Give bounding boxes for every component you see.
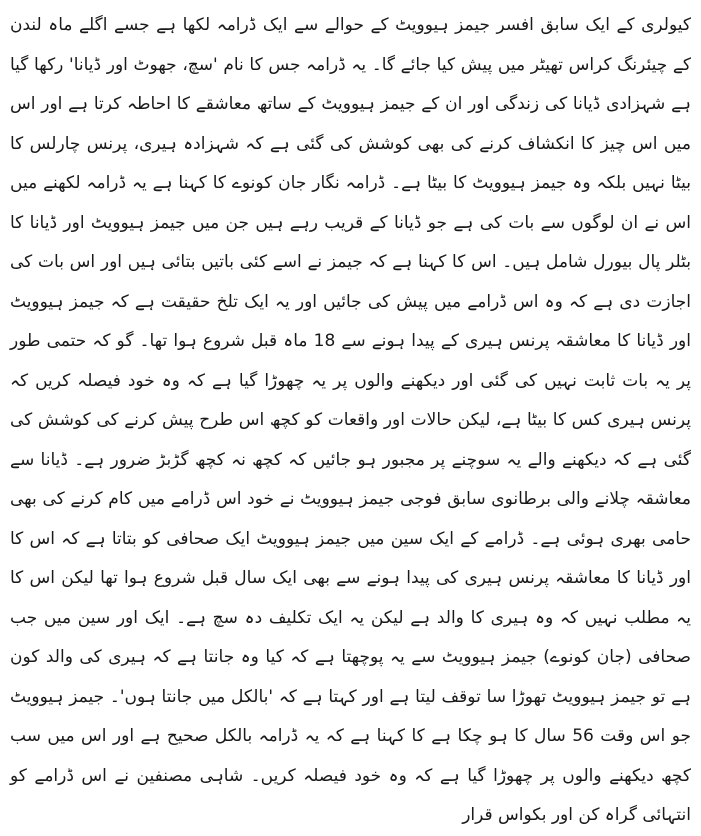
article-paragraph: کیولری کے ایک سابق افسر جیمز ہیوویٹ کے حوالے سے ایک ڈرامہ لکھا ہے جسے اگلے ماہ لندن کے چیئرنگ کراس تھیٹر میں پیش کیا جائے گا۔ یہ ڈرامہ جس کا نام 'سچ، جھوٹ اور ڈیانا' رکھا گیا ہے شہزادی ڈیانا کی زندگی اور ان کے جیمز ہیوویٹ کے ساتھ معاشقے کا احاطہ کرتا ہے اور اس میں اس چیز کا انکشاف کرنے کی بھی کوشش کی گئی ہے کہ شہزادہ ہیری، پرنس چارلس کا بیٹا نہیں بلکہ وہ جیمز ہیوویٹ کا بیٹا ہے۔ ڈرامہ نگار جان کونوے کا کہنا ہے یہ ڈرامہ لکھنے میں اس نے ان لوگوں سے بات کی ہے جو ڈیانا کے قریب رہے ہیں جن میں جیمز ہیوویٹ اور ڈیانا کا بٹلر پال بیورل شامل ہیں۔ اس کا کہنا ہے کہ جیمز نے اسے کئی باتیں بتائی ہیں اور اس بات کی اجازت دی ہے کہ وہ اس ڈرامے میں پیش کی جائیں اور یہ ایک تلخ حقیقت ہے کہ جیمز ہیوویٹ اور ڈیانا کا معاشقہ پرنس ہیری کے پیدا ہونے سے 18 ماہ قبل شروع ہوا تھا۔ گو کہ حتمی طور پر یہ بات ثابت نہیں کی گئی اور دیکھنے والوں پر یہ چھوڑا گیا ہے کہ وہ خود فیصلہ کریں کہ پرنس ہیری کس کا بیٹا ہے، لیکن حالات اور واقعات کو کچھ اس طرح پیش کرنے کی کوشش کی گئی ہے کہ دیکھنے والے یہ سوچنے پر مجبور ہو جائیں کہ کچھ نہ کچھ گڑبڑ ضرور ہے۔ ڈیانا سے معاشقہ چلانے والی برطانوی سابق فوجی جیمز ہیوویٹ نے خود اس ڈرامے میں کام کرنے کی بھی حامی بھری ہوئی ہے۔ ڈرامے کے ایک سین میں جیمز ہیوویٹ ایک صحافی کو بتاتا ہے کہ اس کا اور ڈیانا کا معاشقہ پرنس ہیری کی پیدا ہونے سے بھی ایک سال قبل شروع ہوا تھا لیکن اس کا یہ مطلب نہیں کہ وہ ہیری کا والد ہے لیکن یہ ایک تکلیف دہ سچ ہے۔ ایک اور سین میں جب صحافی (جان کونوے) جیمز ہیوویٹ سے یہ پوچھتا ہے کہ کیا وہ جانتا ہے کہ ہیری کی والد کون ہے تو جیمز ہیوویٹ تھوڑا سا توقف لیتا ہے اور کہتا ہے کہ 'بالکل میں جانتا ہوں'۔ جیمز ہیوویٹ جو اس وقت 56 سال کا ہو چکا ہے کا کہنا ہے کہ یہ ڈرامہ بالکل صحیح ہے اور اس میں سب کچھ دیکھنے والوں پر چھوڑا گیا ہے کہ وہ خود فیصلہ کریں۔ شاہی مصنفین نے اس ڈرامے کو انتہائی گراہ کن اور بکواس قرار bbox=[10, 15, 691, 825]
article-body bbox=[10, 6, 691, 836]
